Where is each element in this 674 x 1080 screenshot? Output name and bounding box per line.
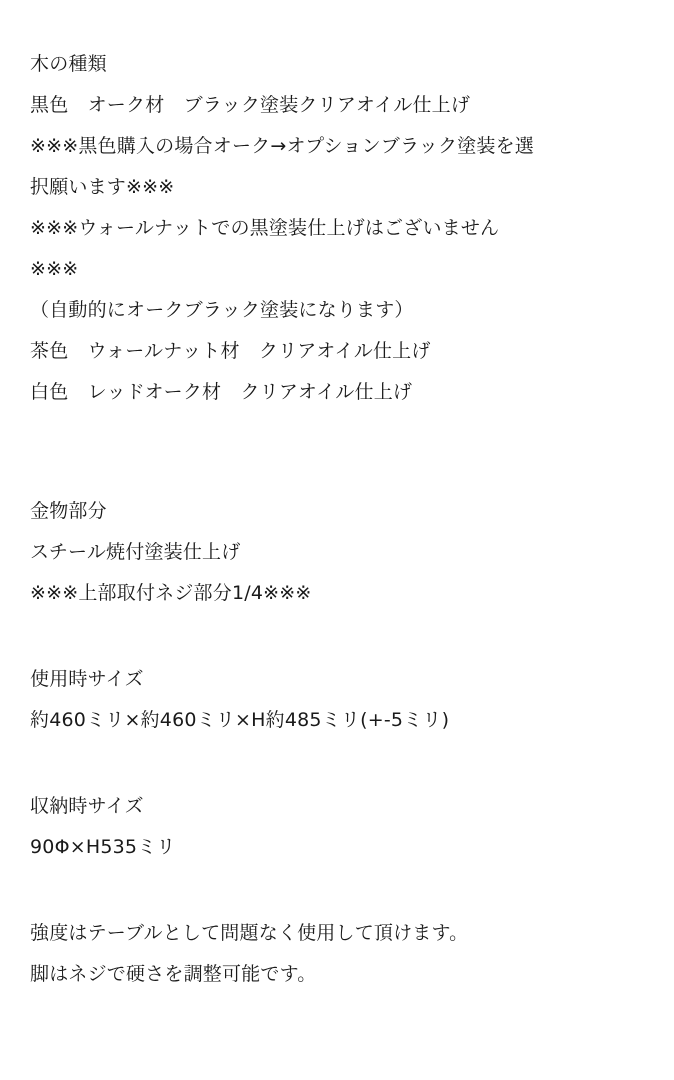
section-gap	[30, 741, 644, 786]
text-line: ※※※ウォールナットでの黒塗装仕上げはございません	[30, 217, 500, 239]
text-line: 強度はテーブルとして問題なく使用して頂けます。	[30, 922, 469, 944]
section-heading: 収納時サイズ	[30, 795, 144, 817]
section-heading: 木の種類	[30, 53, 107, 75]
section-size-stored	[30, 786, 644, 868]
text-line: ※※※	[30, 258, 79, 280]
section-heading: 金物部分	[30, 500, 107, 522]
text-line: ※※※上部取付ネジ部分1/4※※※	[30, 582, 312, 604]
text-line: 黒色 オーク材 ブラック塗装クリアオイル仕上げ	[30, 94, 471, 116]
text-line: 脚はネジで硬さを調整可能です。	[30, 963, 317, 985]
text-line: スチール焼付塗装仕上げ	[30, 541, 241, 563]
text-line: 約460ミリ×約460ミリ×H約485ミリ(+-5ミリ)	[30, 709, 450, 731]
text-line: 90Φ×H535ミリ	[30, 836, 176, 858]
section-gap	[30, 868, 644, 913]
text-line: ※※※黒色購入の場合オーク→オプションブラック塗装を選	[30, 135, 534, 157]
text-line: 茶色 ウォールナット材 クリアオイル仕上げ	[30, 340, 431, 362]
section-hardware	[30, 491, 644, 614]
section-gap	[30, 614, 644, 659]
section-size-in-use	[30, 659, 644, 741]
text-line: （自動的にオークブラック塗装になります）	[30, 299, 414, 321]
section-heading: 使用時サイズ	[30, 668, 144, 690]
section-wood-type	[30, 44, 644, 413]
section-notes	[30, 913, 644, 995]
section-gap	[30, 413, 644, 491]
text-line: 白色 レッドオーク材 クリアオイル仕上げ	[30, 381, 413, 403]
text-line: 択願います※※※	[30, 176, 175, 198]
